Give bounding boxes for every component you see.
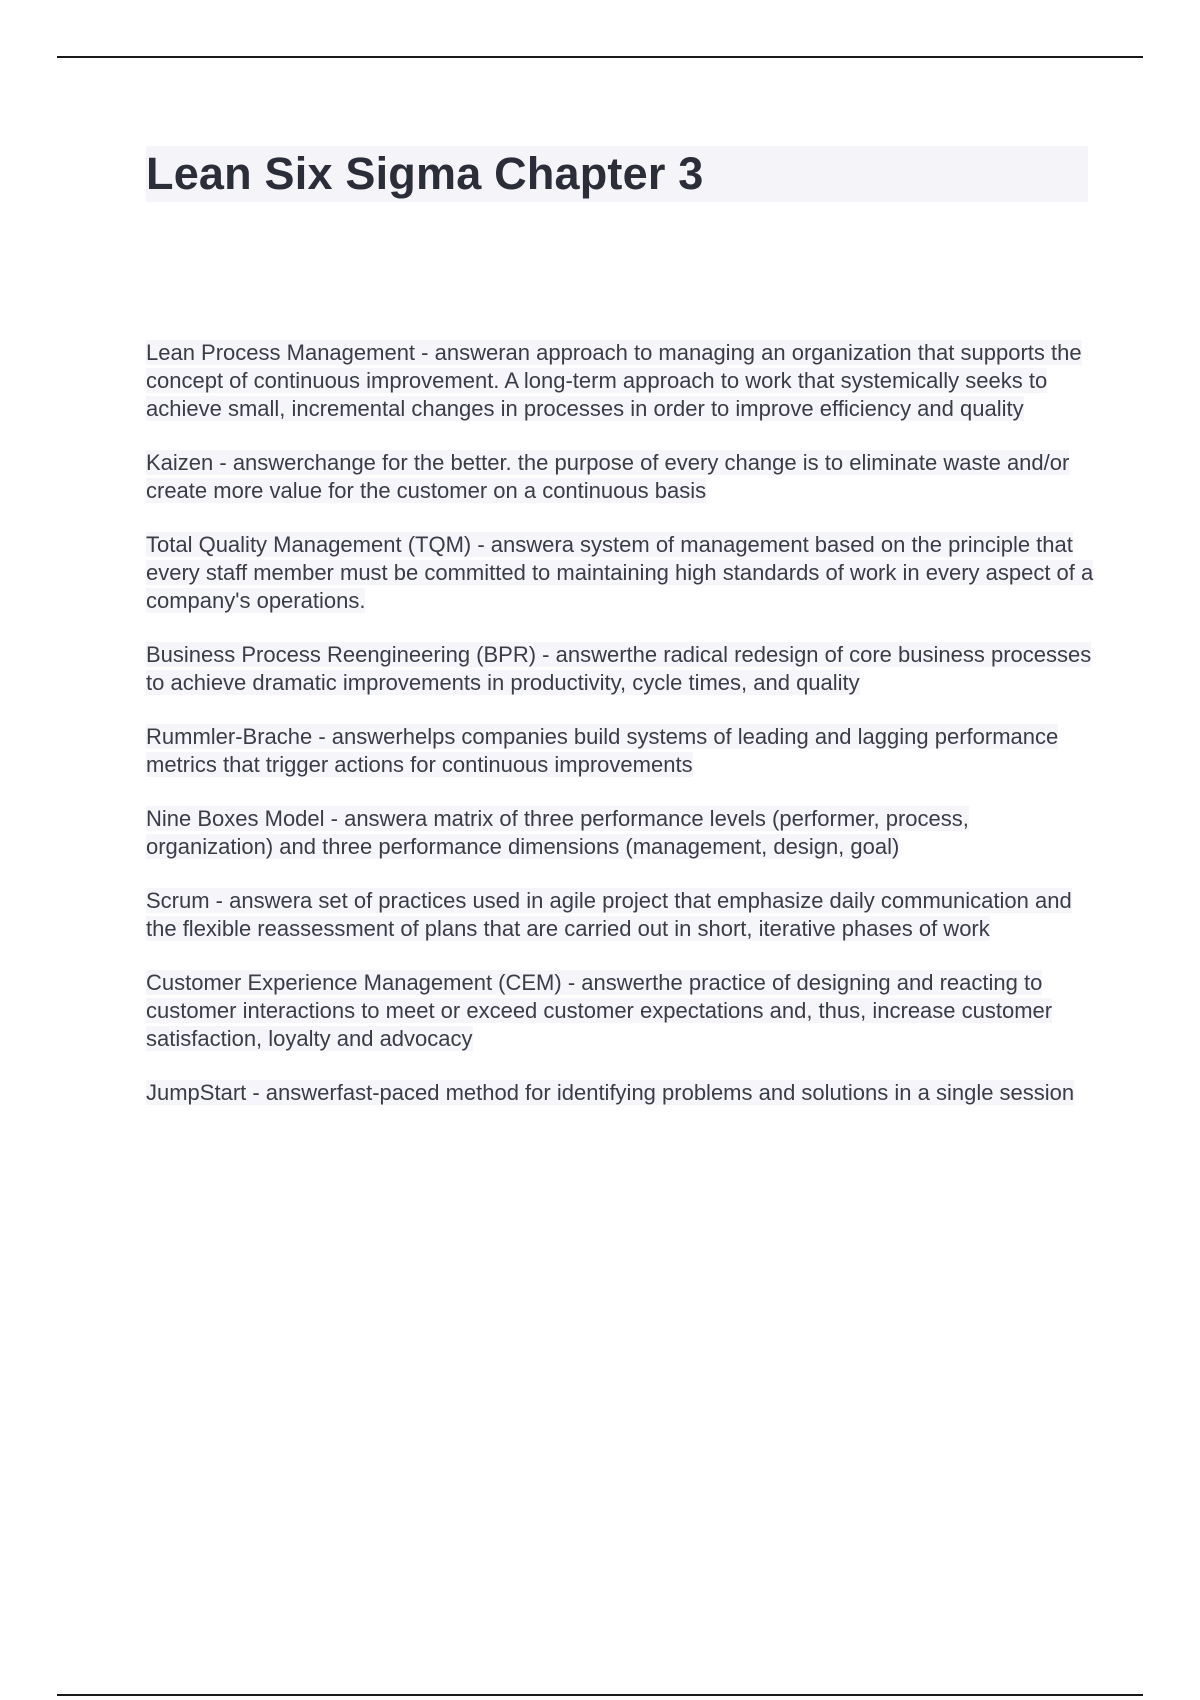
flashcard-entry [146,1079,1094,1107]
flashcard-entry [146,641,1094,697]
document-title: Lean Six Sigma Chapter 3 [146,148,704,199]
flashcard-entry [146,887,1094,943]
top-rule [57,56,1143,58]
flashcard-text: Scrum - answera set of practices used in agile project that emphasize daily communication and the flexible reassessment of plans that are carried out in short, iterative phases of work [146,888,1072,941]
flashcard-list [146,339,1094,1133]
flashcard-text: Business Process Reengineering (BPR) - answerthe radical redesign of core business processes to achieve dramatic improvements in productivity, cycle times, and quality [146,642,1092,695]
flashcard-entry [146,805,1094,861]
flashcard-text: Lean Process Management - answeran approach to managing an organization that supports the concept of continuous improvement. A long-term approach to work that systemically seeks to achieve small, incremental changes in processes in order to improve efficiency and quality [146,340,1082,421]
flashcard-text: JumpStart - answerfast-paced method for identifying problems and solutions in a single session [146,1080,1075,1105]
flashcard-text: Customer Experience Management (CEM) - answerthe practice of designing and reacting to customer interactions to meet or exceed customer expectations and, thus, increase customer satisfaction, loyalty and advocacy [146,970,1053,1051]
flashcard-entry [146,449,1094,505]
flashcard-text: Nine Boxes Model - answera matrix of three performance levels (performer, process, organization) and three performance dimensions (management, design, goal) [146,806,969,859]
flashcard-text: Kaizen - answerchange for the better. the purpose of every change is to eliminate waste and/or create more value for the customer on a continuous basis [146,450,1070,503]
flashcard-text: Total Quality Management (TQM) - answera system of management based on the principle that every staff member must be committed to maintaining high standards of work in every aspect of a company's operations. [146,532,1094,613]
flashcard-entry [146,723,1094,779]
flashcard-entry [146,531,1094,615]
flashcard-entry [146,969,1094,1053]
flashcard-entry [146,339,1094,423]
flashcard-text: Rummler-Brache - answerhelps companies build systems of leading and lagging performance metrics that trigger actions for continuous improvements [146,724,1059,777]
bottom-rule [57,1694,1143,1696]
